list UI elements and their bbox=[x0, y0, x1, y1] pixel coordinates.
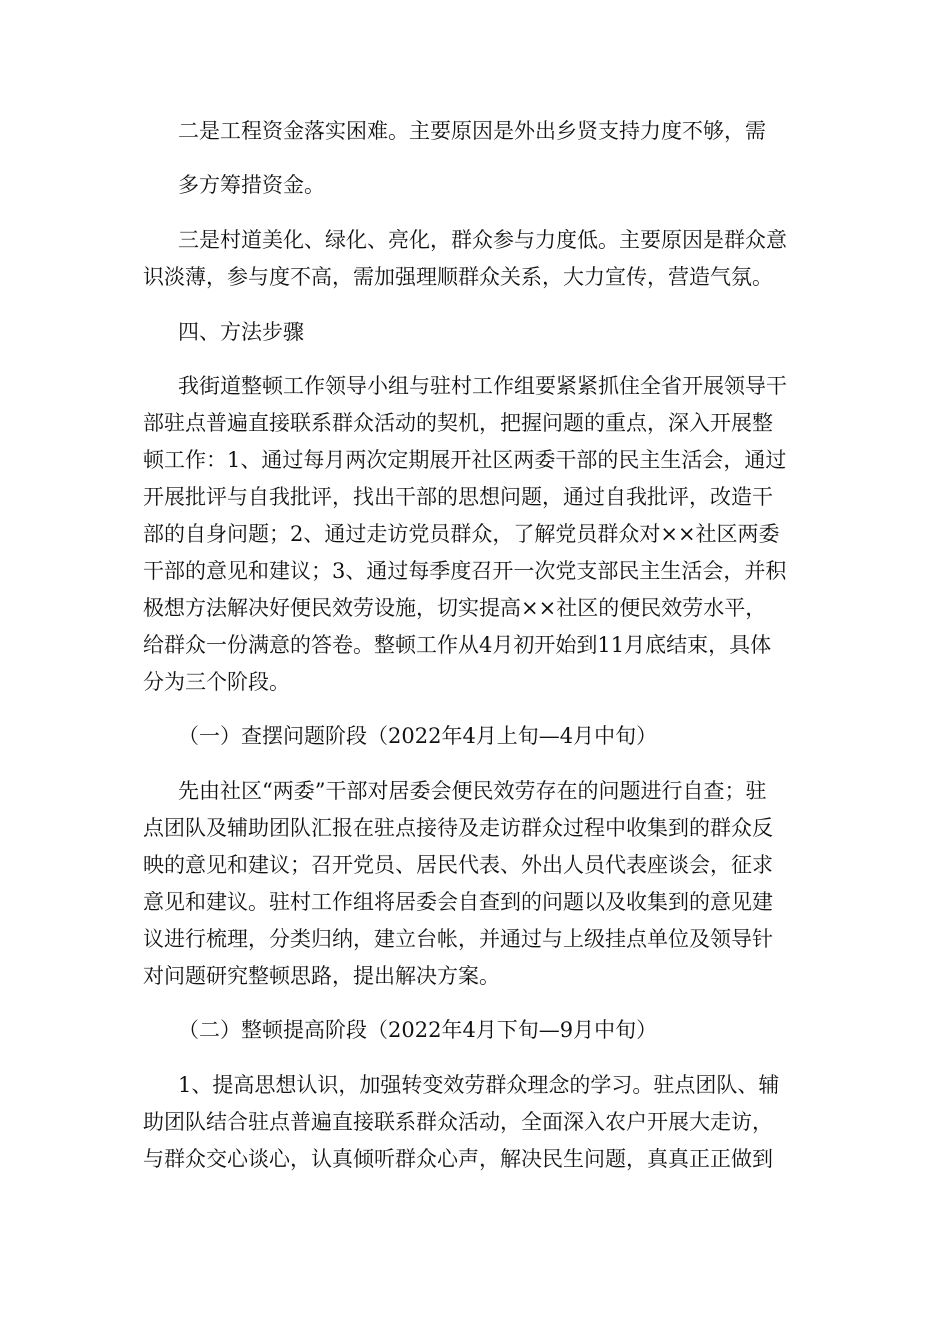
text-line: 助团队结合驻点普遍直接联系群众活动，全面深入农户开展大走访， bbox=[143, 1110, 773, 1134]
text-line: 分为三个阶段。 bbox=[143, 670, 290, 694]
text-line: 极想方法解决好便民效劳设施，切实提高××社区的便民效劳水平， bbox=[143, 596, 767, 620]
text-line: 映的意见和建议；召开党员、居民代表、外出人员代表座谈会，征求 bbox=[143, 853, 773, 877]
text-line: 1、提高思想认识，加强转变效劳群众理念的学习。驻点团队、辅 bbox=[178, 1073, 780, 1097]
text-line: 部的自身问题；2、通过走访党员群众，了解党员群众对××社区两委 bbox=[143, 522, 780, 546]
text-line: 识淡薄，参与度不高，需加强理顺群众关系，大力宣传，营造气氛。 bbox=[143, 265, 773, 289]
text-line: 开展批评与自我批评，找出干部的思想问题，通过自我批评，改造干 bbox=[143, 485, 773, 509]
text-line: 议进行梳理，分类归纳，建立台帐，并通过与上级挂点单位及领导针 bbox=[143, 927, 773, 951]
text-line: 多方筹措资金。 bbox=[178, 173, 325, 197]
text-line: 给群众一份满意的答卷。整顿工作从4月初开始到11月底结束，具体 bbox=[143, 633, 772, 657]
text-line: 意见和建议。驻村工作组将居委会自查到的问题以及收集到的意见建 bbox=[143, 890, 773, 914]
text-line: 顿工作：1、通过每月两次定期展开社区两委干部的民主生活会，通过 bbox=[143, 448, 787, 472]
text-line: 与群众交心谈心，认真倾听群众心声，解决民生问题，真真正正做到 bbox=[143, 1147, 773, 1171]
text-line: 干部的意见和建议；3、通过每季度召开一次党支部民主生活会，并积 bbox=[143, 559, 787, 583]
text-line: 我街道整顿工作领导小组与驻村工作组要紧紧抓住全省开展领导干 bbox=[178, 374, 787, 398]
text-line: 部驻点普遍直接联系群众活动的契机，把握问题的重点，深入开展整 bbox=[143, 411, 773, 435]
subsection-heading: （二）整顿提高阶段（2022年4月下旬—9月中旬） bbox=[178, 1018, 658, 1042]
text-line: 点团队及辅助团队汇报在驻点接待及走访群众过程中收集到的群众反 bbox=[143, 816, 773, 840]
text-line: 二是工程资金落实困难。主要原因是外出乡贤支持力度不够，需 bbox=[178, 119, 766, 143]
text-line: 先由社区“两委”干部对居委会便民效劳存在的问题进行自查；驻 bbox=[178, 779, 767, 803]
text-line: 三是村道美化、绿化、亮化，群众参与力度低。主要原因是群众意 bbox=[178, 228, 787, 252]
subsection-heading: （一）查摆问题阶段（2022年4月上旬—4月中旬） bbox=[178, 724, 658, 748]
section-heading: 四、方法步骤 bbox=[178, 320, 304, 344]
text-line: 对问题研究整顿思路，提出解决方案。 bbox=[143, 964, 500, 988]
